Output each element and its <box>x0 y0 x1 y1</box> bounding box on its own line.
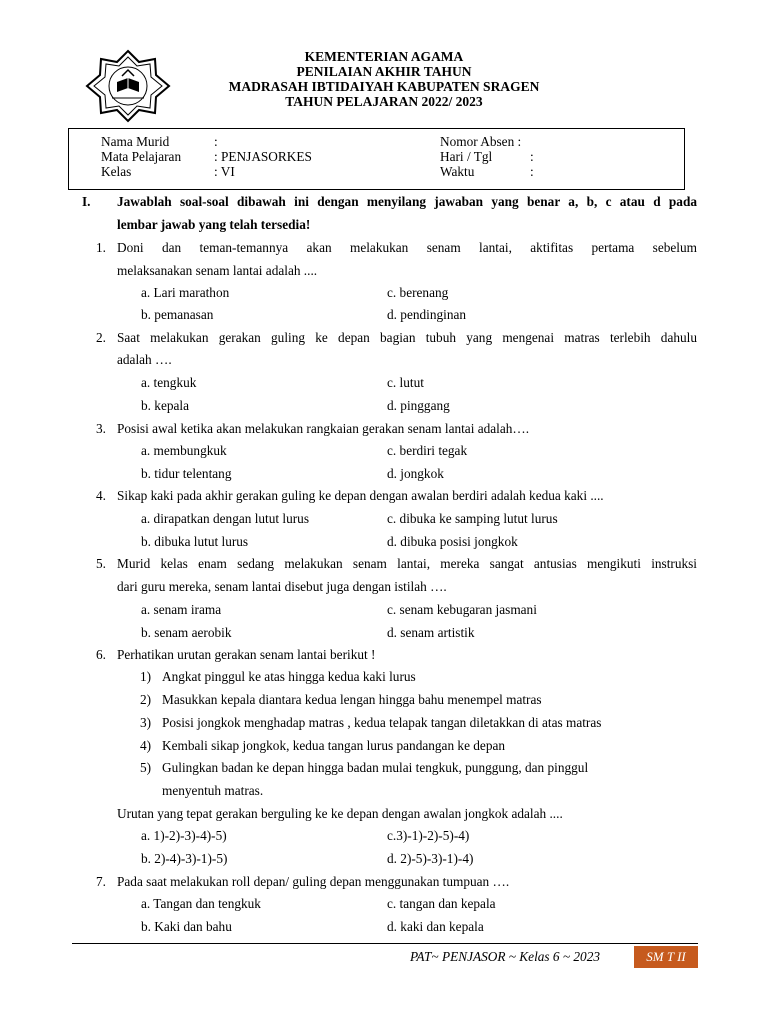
nama-value: : <box>214 134 218 149</box>
hari-value: : <box>530 149 534 164</box>
q6-step-number: 3) <box>140 715 152 730</box>
q6-step5-continuation: menyentuh matras. <box>162 783 264 798</box>
q4-option-a: a. dirapatkan dengan lutut lurus <box>141 511 310 526</box>
q6-option-d: d. 2)-5)-3)-1)-4) <box>387 851 474 866</box>
q5-option-d: d. senam artistik <box>387 625 475 640</box>
footer-divider <box>72 943 698 944</box>
q6-question: Urutan yang tepat gerakan berguling ke ke depan dengan awalan jongkok adalah .... <box>117 806 563 821</box>
q1-number: 1. <box>96 240 106 255</box>
header-school: MADRASAH IBTIDAIYAH KABUPATEN SRAGEN <box>228 79 540 94</box>
q1-option-b: b. pemanasan <box>141 307 214 322</box>
q7-option-b: b. Kaki dan bahu <box>141 919 232 934</box>
q6-option-b: b. 2)-4)-3)-1)-5) <box>141 851 228 866</box>
q1-text-line1: Doni dan teman-temannya akan melakukan senam lantai, aktifitas pertama sebelum <box>117 240 697 255</box>
q7-number: 7. <box>96 874 106 889</box>
student-info-box <box>68 128 685 190</box>
absen-label: Nomor Absen : <box>440 134 522 149</box>
q7-option-d: d. kaki dan kepala <box>387 919 484 934</box>
section-numeral: I. <box>82 194 91 209</box>
waktu-label: Waktu <box>440 164 475 179</box>
q4-option-d: d. dibuka posisi jongkok <box>387 534 518 549</box>
q4-option-c: c. dibuka ke samping lutut lurus <box>387 511 558 526</box>
q6-step-number: 5) <box>140 760 152 775</box>
q1-option-c: c. berenang <box>387 285 449 300</box>
q7-option-c: c. tangan dan kepala <box>387 896 496 911</box>
q6-step-number: 2) <box>140 692 152 707</box>
q5-option-b: b. senam aerobik <box>141 625 232 640</box>
q6-step-text: Posisi jongkok menghadap matras , kedua telapak tangan diletakkan di atas matras <box>162 715 602 730</box>
q5-option-a: a. senam irama <box>141 602 222 617</box>
q5-text-line2: dari guru mereka, senam lantai disebut juga dengan istilah …. <box>117 579 447 594</box>
nama-label: Nama Murid <box>101 134 170 149</box>
header-ministry: KEMENTERIAN AGAMA <box>304 49 464 64</box>
q2-text-line1: Saat melakukan gerakan guling ke depan bagian tubuh yang mengenai matras terlebih dahulu <box>117 330 697 345</box>
q6-step-text: Gulingkan badan ke depan hingga badan mulai tengkuk, punggung, dan pinggul <box>162 760 589 775</box>
q1-text-line2: melaksanakan senam lantai adalah .... <box>117 263 318 278</box>
q3-option-a: a. membungkuk <box>141 443 227 458</box>
q4-number: 4. <box>96 488 106 503</box>
q6-step-number: 4) <box>140 738 152 753</box>
q3-number: 3. <box>96 421 106 436</box>
q6-number: 6. <box>96 647 106 662</box>
q6-step-text: Masukkan kepala diantara kedua lengan hingga bahu menempel matras <box>162 692 542 707</box>
q7-text-line1: Pada saat melakukan roll depan/ guling depan menggunakan tumpuan …. <box>117 874 510 889</box>
q5-text-line1: Murid kelas enam sedang melakukan senam lantai, mereka sangat antusias mengikuti instruksi <box>117 556 697 571</box>
q5-option-c: c. senam kebugaran jasmani <box>387 602 537 617</box>
footer-badge: SM T II <box>634 946 698 968</box>
hari-label: Hari / Tgl <box>440 149 493 164</box>
header-assessment: PENILAIAN AKHIR TAHUN <box>296 64 472 79</box>
q2-option-c: c. lutut <box>387 375 424 390</box>
q2-option-a: a. tengkuk <box>141 375 197 390</box>
q7-option-a: a. Tangan dan tengkuk <box>141 896 261 911</box>
q2-number: 2. <box>96 330 106 345</box>
mapel-label: Mata Pelajaran <box>101 149 182 164</box>
kemenag-logo-icon <box>84 48 172 124</box>
q6-text-line1: Perhatikan urutan gerakan senam lantai berikut ! <box>117 647 376 662</box>
kelas-value: : VI <box>214 164 235 179</box>
q1-option-a: a. Lari marathon <box>141 285 230 300</box>
document-header <box>200 49 568 109</box>
footer-text: PAT~ PENJASOR ~ Kelas 6 ~ 2023 <box>410 949 600 964</box>
q3-option-d: d. jongkok <box>387 466 444 481</box>
q2-text-line2: adalah …. <box>117 352 172 367</box>
mapel-value: : PENJASORKES <box>214 149 312 164</box>
q5-number: 5. <box>96 556 106 571</box>
q4-option-b: b. dibuka lutut lurus <box>141 534 249 549</box>
kelas-label: Kelas <box>101 164 132 179</box>
q6-step-text: Angkat pinggul ke atas hingga kedua kaki lurus <box>162 669 416 684</box>
q6-option-a: a. 1)-2)-3)-4)-5) <box>141 828 227 843</box>
q4-text-line1: Sikap kaki pada akhir gerakan guling ke depan dengan awalan berdiri adalah kedua kaki .... <box>117 488 604 503</box>
q6-option-c: c.3)-1)-2)-5)-4) <box>387 828 470 843</box>
section-instruction-line2: lembar jawab yang telah tersedia! <box>117 217 311 232</box>
q3-option-c: c. berdiri tegak <box>387 443 468 458</box>
header-year: TAHUN PELAJARAN 2022/ 2023 <box>285 94 483 109</box>
q6-step-number: 1) <box>140 669 152 684</box>
q3-option-b: b. tidur telentang <box>141 466 232 481</box>
q2-option-d: d. pinggang <box>387 398 450 413</box>
section-instruction-line1: Jawablah soal-soal dibawah ini dengan menyilang jawaban yang benar a, b, c atau d pada <box>117 194 697 209</box>
waktu-value: : <box>530 164 534 179</box>
q3-text-line1: Posisi awal ketika akan melakukan rangkaian gerakan senam lantai adalah…. <box>117 421 530 436</box>
q2-option-b: b. kepala <box>141 398 189 413</box>
q6-step-text: Kembali sikap jongkok, kedua tangan lurus pandangan ke depan <box>162 738 506 753</box>
q1-option-d: d. pendinginan <box>387 307 467 322</box>
